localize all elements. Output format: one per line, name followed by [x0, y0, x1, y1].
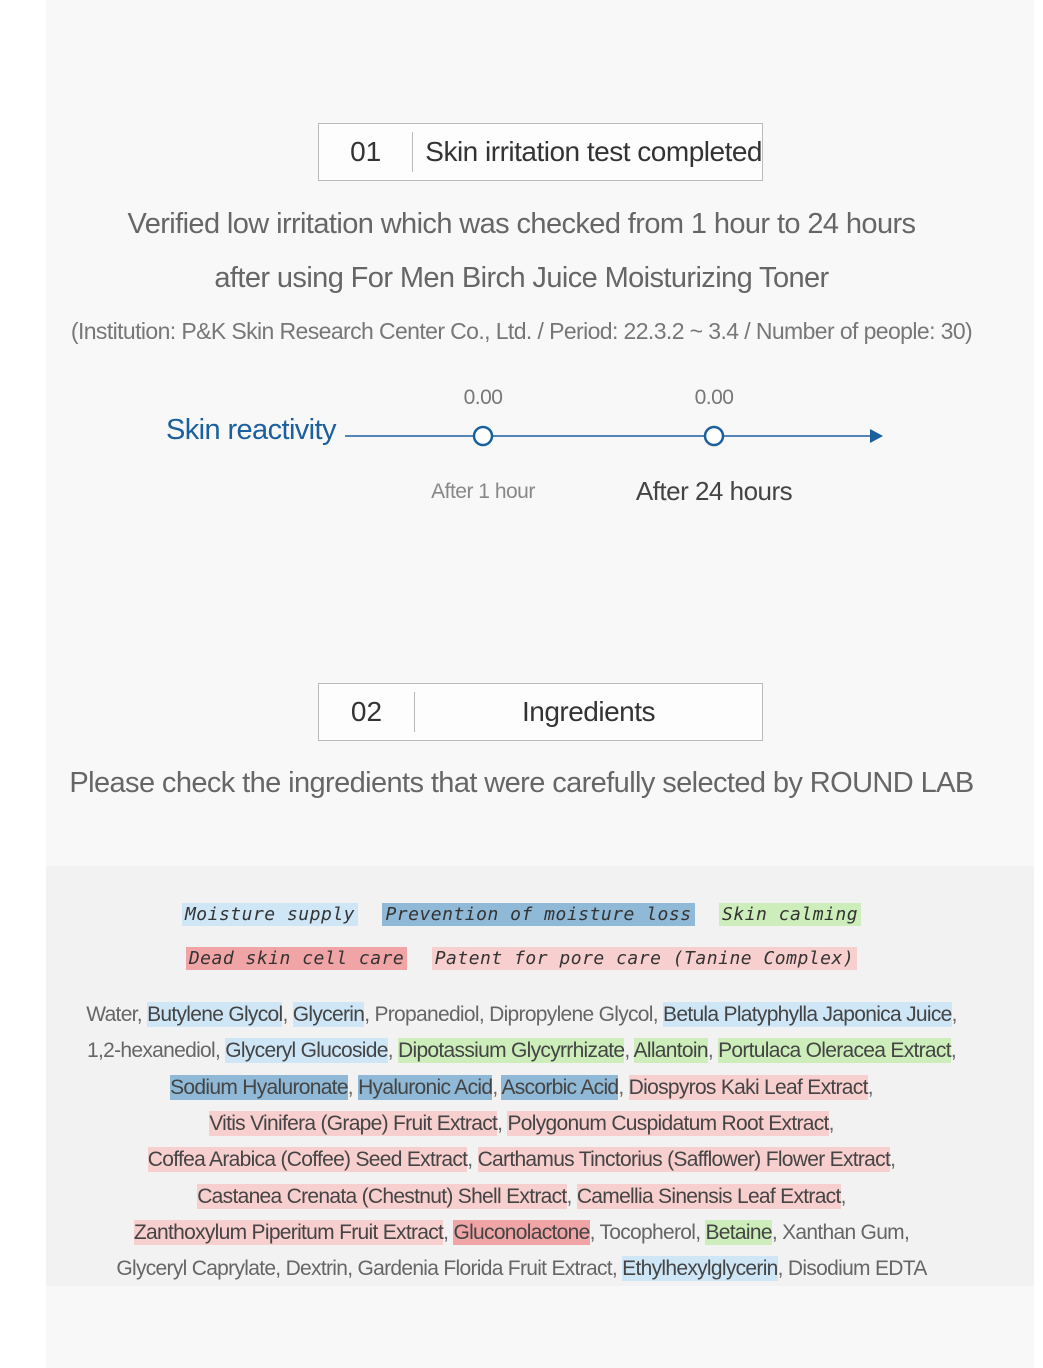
ingredient-text: , [624, 1039, 634, 1063]
timeline-arrow-icon [870, 429, 883, 443]
highlighted-ingredient: Diospyros Kaki Leaf Extract [628, 1075, 868, 1099]
ingredient-text: , [950, 1039, 956, 1063]
ingredient-text: , [828, 1111, 834, 1135]
ingredient-line [0, 1039, 1043, 1063]
test-description-line2: after using For Men Birch Juice Moisturizing Toner [214, 262, 829, 294]
highlighted-ingredient: Portulaca Oleracea Extract [718, 1039, 951, 1063]
ingredient-text: , Tocopherol, [589, 1220, 706, 1244]
section-number: 01 [319, 132, 413, 172]
section-number: 02 [319, 692, 415, 732]
highlighted-ingredient: Ethylhexylglycerin [622, 1257, 778, 1281]
timeline-caption-1h: After 1 hour [431, 480, 535, 503]
ingredient-text: Water, [86, 1003, 148, 1026]
highlighted-ingredient: Camellia Sinensis Leaf Extract [576, 1184, 841, 1208]
highlighted-ingredient: Betaine [705, 1220, 772, 1244]
ingredient-text: , [840, 1184, 846, 1208]
ingredient-line [0, 1076, 1043, 1100]
ingredient-text: , [467, 1148, 478, 1172]
highlighted-ingredient: Butylene Glycol [147, 1003, 283, 1026]
skin-reactivity-label: Skin reactivity [166, 414, 336, 446]
section-header-02 [318, 683, 763, 741]
ingredient-line [0, 1148, 1043, 1172]
ingredient-text: , [951, 1003, 957, 1026]
highlighted-ingredient: Gluconolactone [453, 1220, 590, 1244]
ingredient-line [0, 1112, 1043, 1136]
ingredient-text: , [867, 1075, 873, 1099]
ingredient-text: , [566, 1184, 577, 1208]
ingredient-text: , [707, 1039, 719, 1063]
legend-skin-calming: Skin calming [719, 903, 861, 926]
timeline-point-24h [705, 427, 723, 445]
highlighted-ingredient: Hyaluronic Acid [358, 1075, 493, 1099]
ingredient-text: , [347, 1075, 359, 1099]
ingredient-line [0, 1003, 1043, 1027]
ingredient-text: , [387, 1039, 399, 1063]
ingredient-text: , [443, 1220, 454, 1244]
highlighted-ingredient: Dipotassium Glycyrrhizate [398, 1039, 625, 1063]
section-title: Ingredients [521, 696, 656, 727]
timeline-value-24h: 0.00 [694, 386, 734, 409]
timeline-caption-24h: After 24 hours [635, 476, 793, 506]
ingredient-line [0, 1221, 1043, 1245]
highlighted-ingredient: Betula Platyphylla Japonica Juice [663, 1003, 952, 1026]
legend-moisture-supply: Moisture supply [182, 903, 358, 926]
highlighted-ingredient: Glycerin [292, 1003, 365, 1026]
highlighted-ingredient: Glyceryl Glucoside [225, 1039, 388, 1063]
highlighted-ingredient: Ascorbic Acid [501, 1075, 619, 1099]
reactivity-timeline [0, 407, 1043, 467]
ingredient-text: , [497, 1111, 508, 1135]
section-title: Skin irritation test completed [425, 136, 762, 167]
timeline-value-1h: 0.00 [463, 386, 503, 409]
ingredient-line [0, 1185, 1043, 1209]
section-header-01 [318, 123, 763, 181]
ingredient-text: , Disodium EDTA [777, 1257, 927, 1281]
ingredient-text: , Xanthan Gum, [771, 1220, 910, 1244]
ingredient-text: 1,2-hexanediol, [87, 1039, 226, 1063]
legend-row-2 [0, 947, 1043, 970]
ingredient-text: Glyceryl Caprylate, Dextrin, Gardenia Florida Fruit Extract, [116, 1257, 623, 1281]
ingredient-text: , [618, 1075, 629, 1099]
test-description-line1: Verified low irritation which was checked from 1 hour to 24 hours [127, 208, 916, 240]
highlighted-ingredient: Carthamus Tinctorius (Safflower) Flower Extract [477, 1148, 891, 1172]
legend-pore-care-patent: Patent for pore care (Tanine Complex) [432, 947, 857, 970]
ingredients-subtitle: Please check the ingredients that were carefully selected by ROUND LAB [69, 767, 974, 799]
legend-dead-skin-cell-care: Dead skin cell care [186, 947, 407, 970]
timeline-point-1h [474, 427, 492, 445]
highlighted-ingredient: Vitis Vinifera (Grape) Fruit Extract [209, 1111, 498, 1135]
highlighted-ingredient: Allantoin [633, 1039, 708, 1063]
legend-row-1 [0, 903, 1043, 926]
highlighted-ingredient: Sodium Hyaluronate [170, 1075, 348, 1099]
highlighted-ingredient: Coffea Arabica (Coffee) Seed Extract [147, 1148, 468, 1172]
highlighted-ingredient: Castanea Crenata (Chestnut) Shell Extract [197, 1184, 567, 1208]
ingredient-text: , [492, 1075, 502, 1099]
highlighted-ingredient: Polygonum Cuspidatum Root Extract [507, 1111, 829, 1135]
ingredient-line [0, 1257, 1043, 1281]
test-institution-note: (Institution: P&K Skin Research Center Co., Ltd. / Period: 22.3.2 ~ 3.4 / Number of people: 30) [70, 318, 973, 344]
highlighted-ingredient: Zanthoxylum Piperitum Fruit Extract [133, 1220, 444, 1244]
ingredient-text: , Propanediol, Dipropylene Glycol, [364, 1003, 664, 1026]
ingredient-text: , [890, 1148, 896, 1172]
legend-prevention-moisture-loss: Prevention of moisture loss [382, 903, 694, 926]
ingredient-text: , [282, 1003, 293, 1026]
